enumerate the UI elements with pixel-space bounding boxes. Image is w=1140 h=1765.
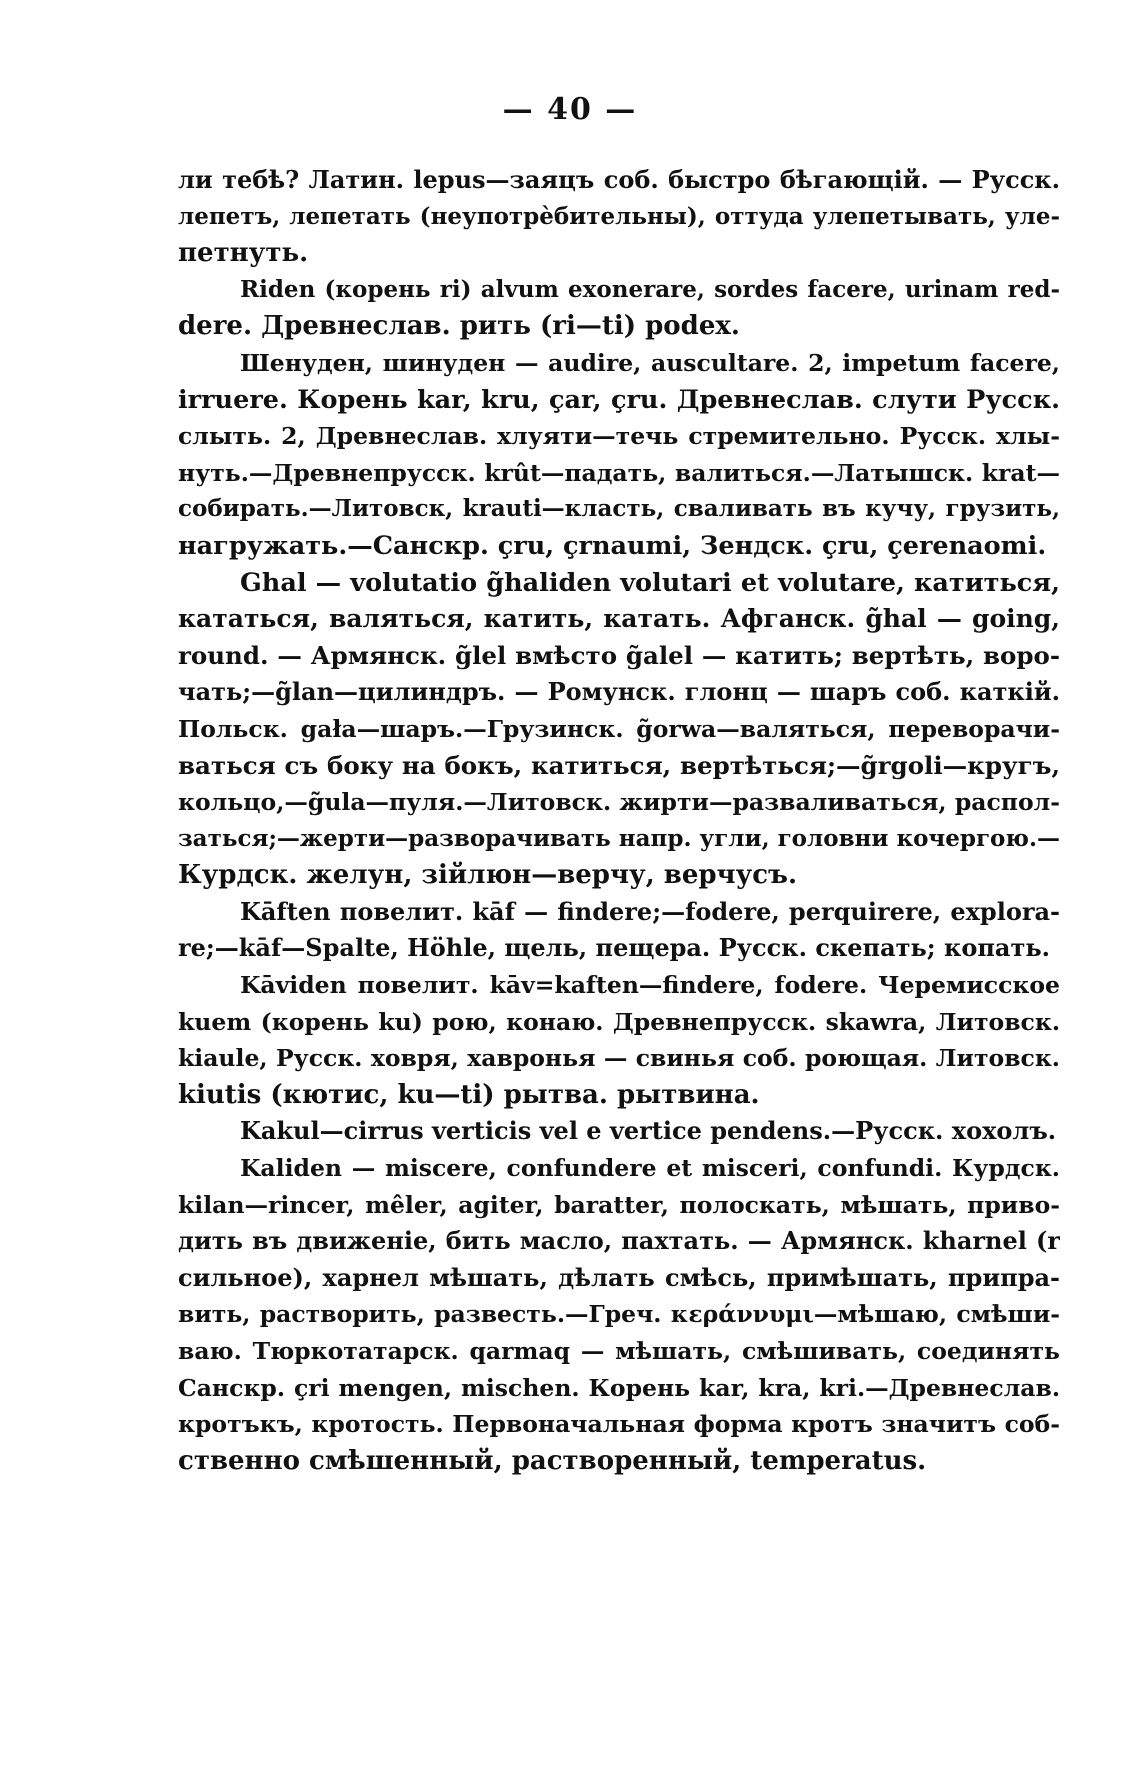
paragraph [178, 967, 1060, 1113]
paragraph [178, 345, 1060, 565]
text-line: ваться съ боку на бокъ, катиться, вертѣться;—g̃rgoli—кругъ, [178, 750, 1060, 780]
text-line: нагружать.—Санскр. ҫru, ҫrnaumi, Зендск. ҫru, ҫerenaomi. [178, 530, 1047, 561]
text-line: irruere. Корень kar, kru, ҫar, ҫru. Древнеслав. слути Русск. [178, 384, 1060, 415]
text-line: Польск. gała—шаръ.—Грузинск. g̃orwa—валяться, переворачи- [178, 714, 1060, 743]
text-line: Kāften повелит. kāf — findere;—fodere, perquirere, explora- [240, 896, 1060, 926]
paragraph [178, 894, 1060, 967]
text-line: кротъкъ, кротость. Первоначальная форма кротъ значитъ соб- [178, 1410, 1060, 1439]
text-line: Курдск. желун, зійлюн—верчу, верчусъ. [178, 860, 798, 891]
text-line: петнуть. [178, 238, 309, 269]
text-line: Kakul—cirrus verticis vel e vertice pendens.—Русск. хохолъ. [240, 1116, 1057, 1146]
text-line: kiaule, Русск. ховря, хавронья — свинья соб. роющая. Литовск. [178, 1044, 1060, 1073]
text-line: вить, растворить, развесть.—Греч. κεράννυμι—мѣшаю, смѣши- [178, 1300, 1060, 1329]
paragraph [178, 1113, 1060, 1150]
text-line: чать;—g̃lan—цилиндръ. — Ромунск. глонц — шаръ соб. каткій. [178, 677, 1060, 707]
text-line: нуть.—Древнепрусск. krût—падать, валиться.—Латышск. krat— [178, 458, 1060, 487]
text-line: Riden (корень ri) alvum exonerare, sordes facere, urinam red- [240, 275, 1060, 303]
text-line: кольцо,—g̃ula—пуля.—Литовск. жирти—разваливаться, распол- [178, 788, 1060, 817]
text-line: Ghal — volutatio g̃haliden volutari et volutare, катиться, [240, 567, 1060, 598]
text-line: заться;—жерти—разворачивать напр. угли, головни кочергою.— [178, 824, 1060, 852]
text-line: сильное), харнел мѣшать, дѣлать смѣсь, примѣшать, припра- [178, 1262, 1060, 1292]
text-line: kuem (корень ku) рою, конаю. Древнепрусск. skawra, Литовск. [178, 1007, 1060, 1036]
text-line: Санскр. ҫri mengen, mischen. Корень kar, kra, kri.—Древнеслав. [178, 1373, 1060, 1402]
text-line: ли тебѣ? Латин. lepus—заяцъ соб. быстро бѣгающій. — Русск. [178, 165, 1060, 194]
text-line: дить въ движеніе, бить масло, пахтать. — Армянск. kharnel (r [178, 1226, 1060, 1256]
paragraph [178, 1150, 1060, 1479]
page-body [178, 162, 1060, 1479]
text-line: лепетъ, лепетать (неупотрѐбительны), оттуда улепетывать, уле- [178, 202, 1060, 230]
text-line: Kaliden — miscere, confundere et misceri, confundi. Курдск. [240, 1154, 1060, 1183]
paragraph [178, 565, 1060, 894]
text-line: Шенуден, шинуден — audire, auscultare. 2, impetum facere, [240, 348, 1060, 377]
paragraph [178, 162, 1060, 272]
text-line: ваю. Тюркотатарск. qarmaq — мѣшать, смѣшивать, соединять [178, 1337, 1060, 1365]
page-number: — 40 — [502, 92, 638, 127]
text-line: kiutis (кютис, ku—ti) рытва. рытвина. [178, 1079, 760, 1110]
text-line: kilan—rincer, mêler, agiter, baratter, полоскать, мѣшать, приво- [178, 1190, 1060, 1219]
text-line: кататься, валяться, катить, катать. Афганск. g̃hal — going, [178, 604, 1060, 634]
text-line: слыть. 2, Древнеслав. хлуяти—течь стремительно. Русск. хлы- [178, 422, 1060, 451]
text-line: ственно смѣшенный, растворенный, temperatus. [178, 1445, 927, 1476]
text-line: Kāviden повелит. kāv=kaften—findere, fodere. Черемисское [240, 971, 1060, 1000]
text-line: re;—kāf—Spalte, Höhle, щель, пещера. Русск. скепать; копать. [178, 933, 1050, 963]
paragraph [178, 272, 1060, 345]
text-line: собирать.—Литовск, krauti—класть, сваливать въ кучу, грузить, [178, 495, 1060, 523]
text-line: dere. Древнеслав. рить (ri—ti) podex. [178, 311, 740, 342]
text-line: round. — Армянск. g̃lel вмѣсто g̃alel — катить; вертѣть, воро- [178, 640, 1060, 670]
